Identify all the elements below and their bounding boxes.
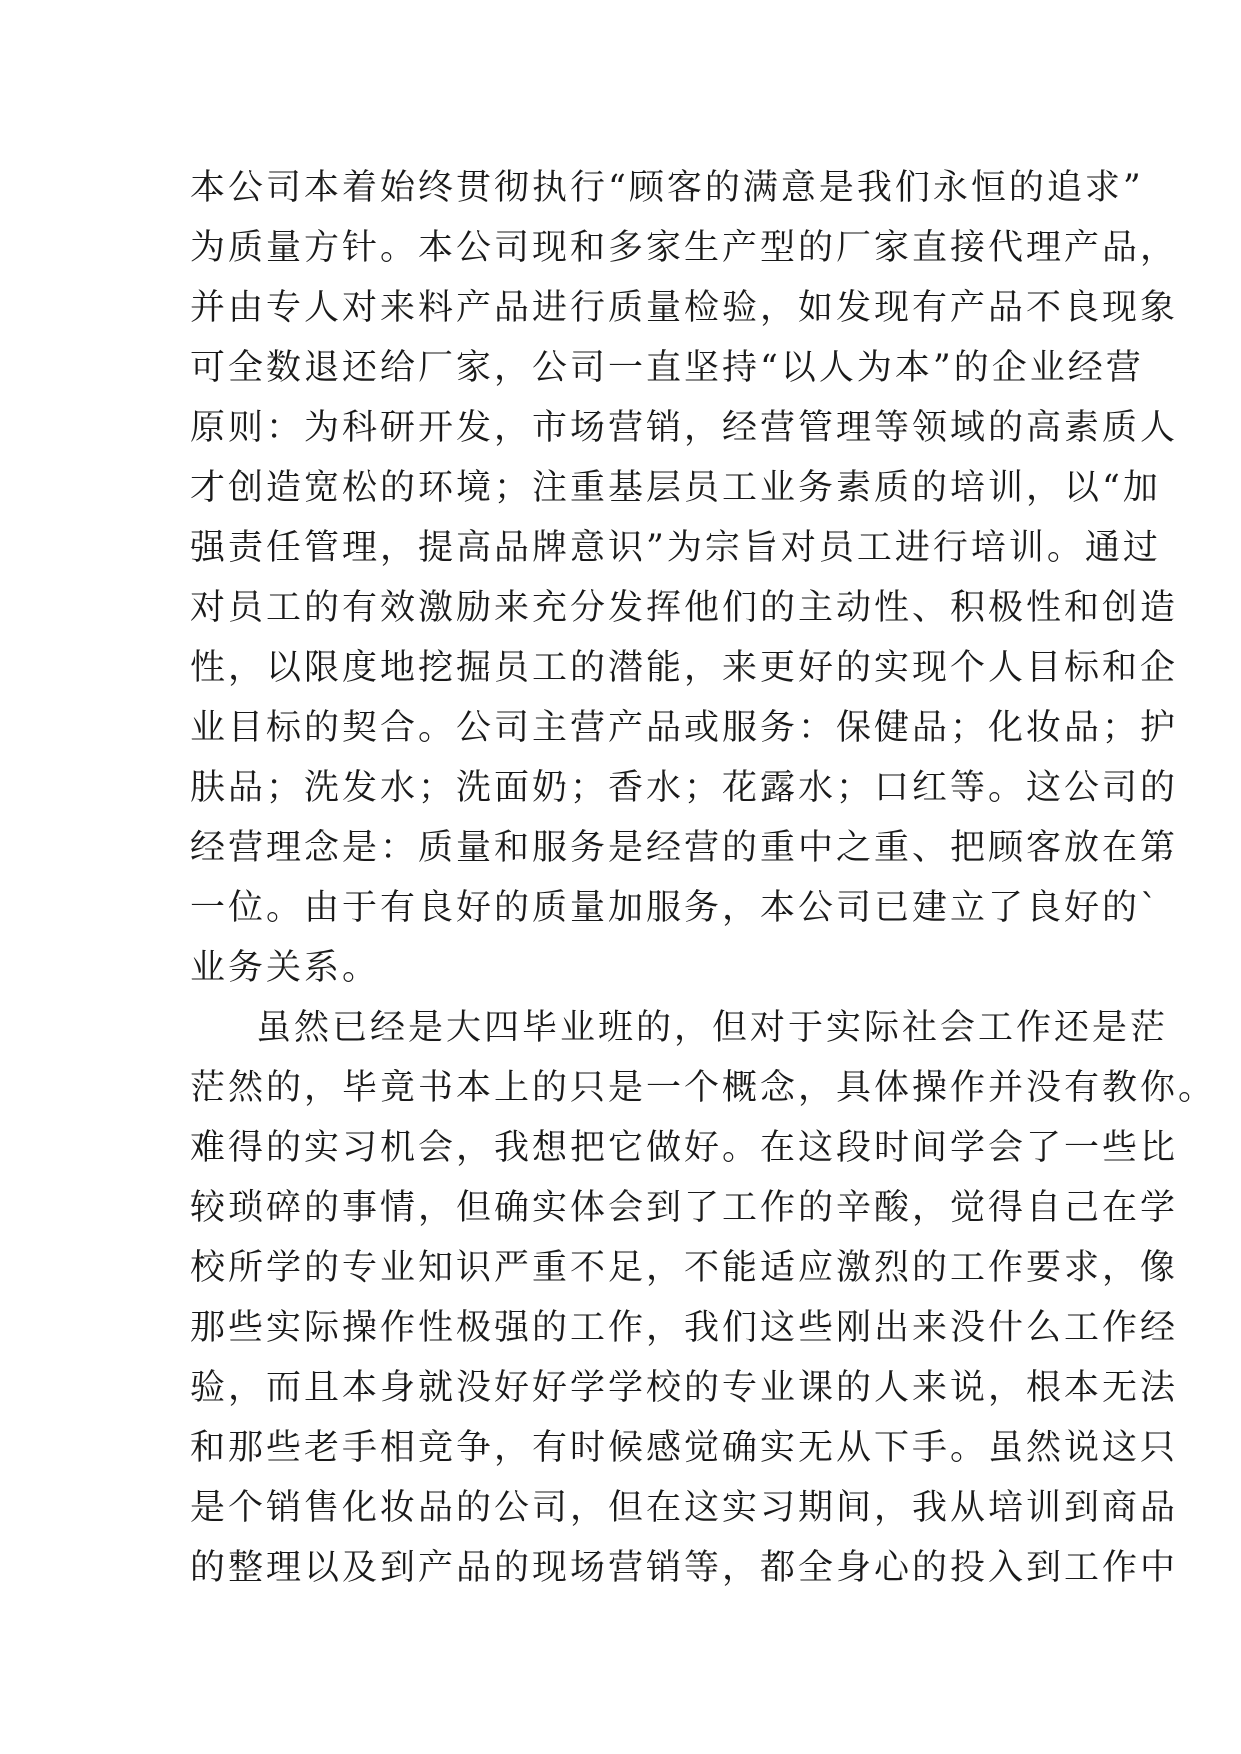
text-line: 肤品；洗发水；洗面奶；香水；花露水；口红等。这公司的 [190,768,1179,808]
text-line: 原则：为科研开发，市场营销，经营管理等领域的高素质人 [190,408,1179,448]
text-line: 强责任管理，提高品牌意识”为宗旨对员工进行培训。通过 [190,528,1161,568]
paragraph-company-intro [190,158,1179,998]
text-line: 验，而且本身就没好好学学校的专业课的人来说，根本无法 [190,1368,1179,1408]
text-line: 虽然已经是大四毕业班的，但对于实际社会工作还是茫 [256,1008,1169,1048]
text-line: 和那些老手相竞争，有时候感觉确实无从下手。虽然说这只 [190,1428,1179,1468]
text-line: 那些实际操作性极强的工作，我们这些刚出来没什么工作经 [190,1308,1179,1348]
text-line: 才创造宽松的环境；注重基层员工业务素质的培训，以“加 [190,468,1161,508]
text-line: 对员工的有效激励来充分发挥他们的主动性、积极性和创造 [190,588,1179,628]
text-line: 经营理念是：质量和服务是经营的重中之重、把顾客放在第 [190,828,1179,868]
text-line: 是个销售化妆品的公司，但在这实习期间，我从培训到商品 [190,1488,1179,1528]
text-line: 业务关系。 [190,948,381,988]
text-line: 难得的实习机会，我想把它做好。在这段时间学会了一些比 [190,1128,1179,1168]
text-line: 校所学的专业知识严重不足，不能适应激烈的工作要求，像 [190,1248,1179,1288]
text-line: 茫然的，毕竟书本上的只是一个概念，具体操作并没有教你。 [190,1068,1217,1108]
body-text [190,158,1217,1598]
text-line: 性，以限度地挖掘员工的潜能，来更好的实现个人目标和企 [190,648,1179,688]
text-line: 较琐碎的事情，但确实体会到了工作的辛酸，觉得自己在学 [190,1188,1179,1228]
text-line: 本公司本着始终贯彻执行“顾客的满意是我们永恒的追求” [190,168,1144,208]
paragraph-internship-experience [190,998,1217,1598]
text-line: 并由专人对来料产品进行质量检验，如发现有产品不良现象 [190,288,1179,328]
text-line: 的整理以及到产品的现场营销等，都全身心的投入到工作中 [190,1548,1179,1588]
text-line: 为质量方针。本公司现和多家生产型的厂家直接代理产品， [190,228,1179,268]
text-line: 一位。由于有良好的质量加服务，本公司已建立了良好的` [190,888,1161,928]
text-line: 可全数退还给厂家，公司一直坚持“以人为本”的企业经营 [190,348,1144,388]
text-line: 业目标的契合。公司主营产品或服务：保健品；化妆品；护 [190,708,1179,748]
